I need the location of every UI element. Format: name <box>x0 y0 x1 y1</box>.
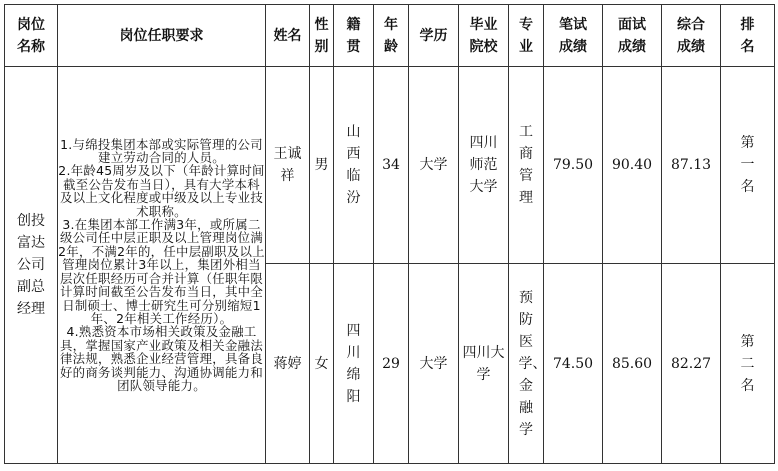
header-row <box>5 5 775 67</box>
requirements-cell <box>58 67 266 464</box>
candidate-gender: 男 <box>310 67 334 264</box>
candidate-rank: 第一名 <box>721 67 775 264</box>
candidate-total-score: 82.27 <box>662 264 721 464</box>
header-interview: 面试成绩 <box>603 5 662 67</box>
position-cell: 创投富达公司副总经理 <box>5 67 58 464</box>
requirement-item: 4.熟悉资本市场相关政策及金融工具，掌握国家产业政策及相关金融法律法规，熟悉企业经营管理，具备良好的商务谈判能力、沟通协调能力和团队领导能力。 <box>59 324 264 393</box>
header-major: 专业 <box>509 5 544 67</box>
candidate-major: 工商管理 <box>509 67 544 264</box>
candidate-school: 四川师范大学 <box>459 67 509 264</box>
header-age: 年龄 <box>374 5 409 67</box>
header-total: 综合成绩 <box>662 5 721 67</box>
candidate-age: 29 <box>374 264 409 464</box>
candidate-name: 王诚祥 <box>266 67 310 264</box>
candidate-interview-score: 85.60 <box>603 264 662 464</box>
candidate-total-score: 87.13 <box>662 67 721 264</box>
requirement-item: 3.在集团本部工作满3年，或所属二级公司任中层正职及以上管理岗位满2年，不满2年的，任中层副职及以上管理岗位累计3年以上，集团外相当层次任职经历可合并计算（任职年限计算时间截至公告发布当日，其中全日制硕士、博士研究生可分别缩短1年、2年相关工作经历）。 <box>58 217 265 326</box>
candidate-gender: 女 <box>310 264 334 464</box>
header-education: 学历 <box>409 5 459 67</box>
candidate-origin: 山西临汾 <box>334 67 374 264</box>
header-position: 岗位名称 <box>5 5 58 67</box>
header-rank: 排名 <box>721 5 775 67</box>
candidate-interview-score: 90.40 <box>603 67 662 264</box>
candidate-written-score: 74.50 <box>544 264 603 464</box>
candidate-results-table <box>4 4 775 464</box>
candidate-written-score: 79.50 <box>544 67 603 264</box>
requirement-item: 1.与绵投集团本部或实际管理的公司建立劳动合同的人员。 <box>60 136 263 166</box>
header-name: 姓名 <box>266 5 310 67</box>
candidate-education: 大学 <box>409 264 459 464</box>
header-requirements: 岗位任职要求 <box>58 5 266 67</box>
candidate-age: 34 <box>374 67 409 264</box>
header-school: 毕业院校 <box>459 5 509 67</box>
requirement-item: 2.年龄45周岁及以下（年龄计算时间截至公告发布当日），具有大学本科及以上文化程度或中级及以上专业技术职称。 <box>58 163 265 219</box>
candidate-origin: 四川绵阳 <box>334 264 374 464</box>
header-origin: 籍贯 <box>334 5 374 67</box>
candidate-major: 预防医学、金融学 <box>509 264 544 464</box>
candidate-rank: 第二名 <box>721 264 775 464</box>
header-written: 笔试成绩 <box>544 5 603 67</box>
candidate-education: 大学 <box>409 67 459 264</box>
candidate-name: 蒋婷 <box>266 264 310 464</box>
candidate-school: 四川大学 <box>459 264 509 464</box>
table-row <box>5 67 775 264</box>
header-gender: 性别 <box>310 5 334 67</box>
